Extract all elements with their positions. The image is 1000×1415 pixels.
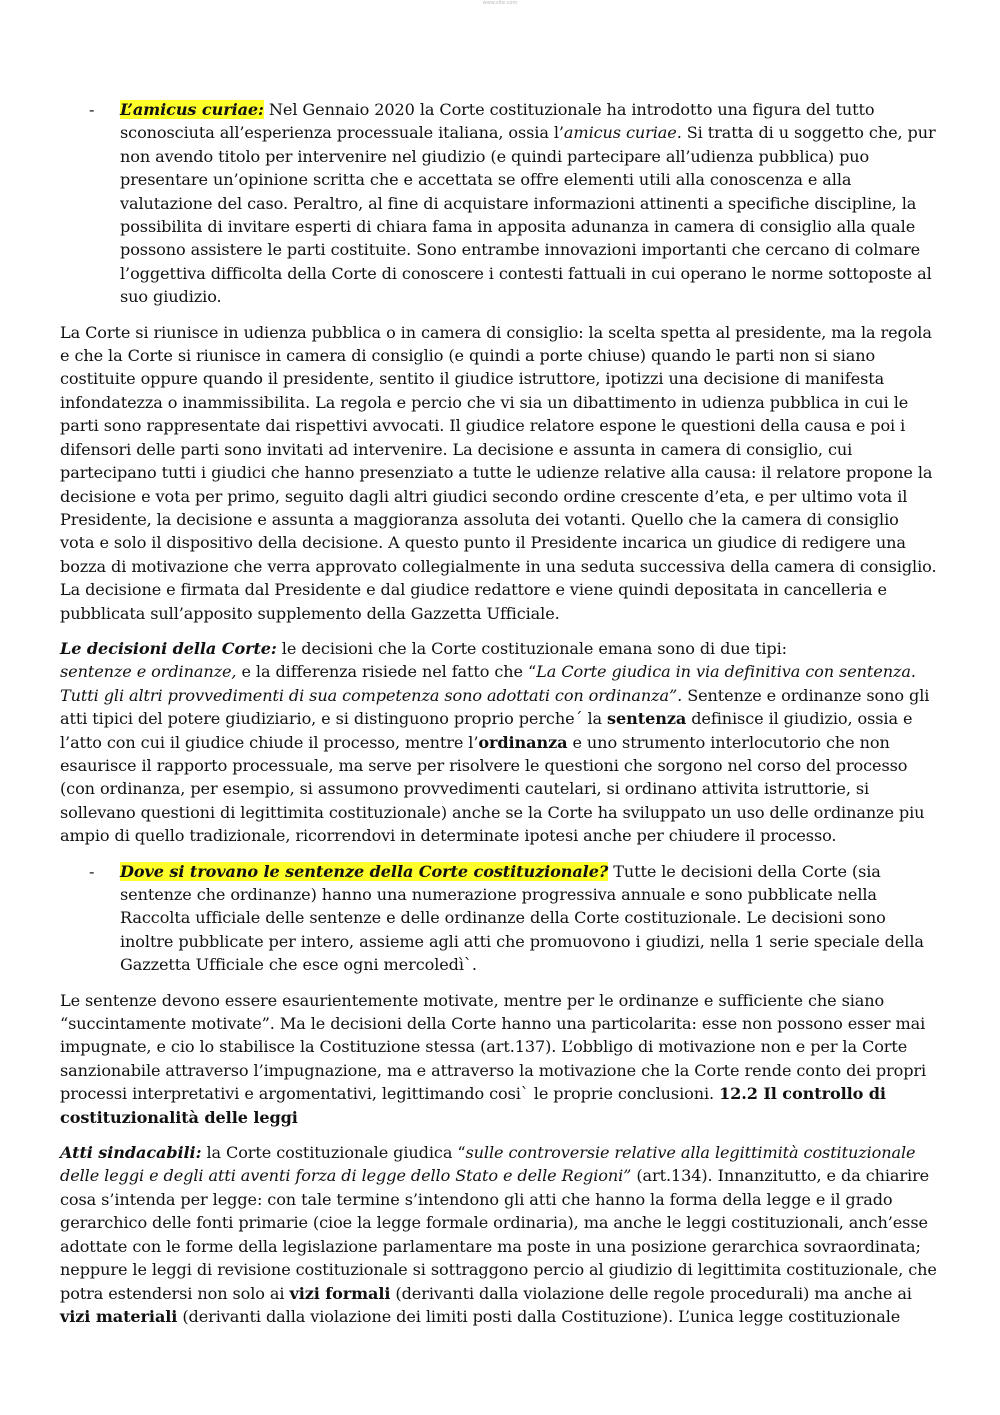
highlighted-heading: L’amicus curiae: [120, 100, 264, 119]
bullet-dash: - [89, 100, 95, 119]
section-heading: Atti sindacabili: [60, 1143, 202, 1163]
header-watermark: www.site.com [482, 0, 518, 6]
highlighted-heading: Dove si trovano le sentenze della Corte costituzionale? [120, 861, 609, 881]
paragraph: Dove si trovano le sentenze della Corte costituzionale? Tutte le decisioni della Corte (sia sentenze che ordinanze) hanno una numerazione progressiva annuale e sono pubblicate nella Raccolta ufficiale delle sentenze e delle ordinanze della Corte costituzionale. Le decisioni sono inoltre pubblicate per intero, assieme agli atti che promuovono i giudizi, nella 1 serie speciale della Gazzetta Ufficiale che esce ogni mercoledì`. [120, 861, 924, 975]
bullet-amicus-curiae [60, 98, 938, 309]
section-heading: Le decisioni della Corte: [60, 638, 277, 658]
bullet-sentenze [60, 860, 938, 977]
paragraph-decisioni: Le decisioni della Corte: le decisioni che la Corte costituzionale emana sono di due tipi: sentenze e ordinanze, e la differenza risiede nel fatto che “La Corte giudica in via definitiva con sentenza. Tutti gli altri provvedimenti di sua competenza sono adottati con ordinanza”. Sentenze e ordinanze sono gli atti tipici del potere giudiziario, e si distinguono proprio perche´ la sentenza definisce il giudizio, ossia e l’atto con cui il giudice chiude il processo, mentre l’ordinanza e uno strumento interlocutorio che non esaurisce il rapporto processuale, ma serve per risolvere le questioni che sorgono nel corso del processo (con ordinanza, per esempio, si assumono provvedimenti cautelari, si ordinano attivita istruttorie, si sollevano questioni di legittimita costituzionale) anche se la Corte ha sviluppato un uso delle ordinanze piu ampio di quello tradizionale, ricorrendovi in determinate ipotesi anche per chiudere il processo. [60, 638, 930, 846]
paragraph-udienza: La Corte si riunisce in udienza pubblica o in camera di consiglio: la scelta spetta al presidente, ma la regola e che la Corte si riunisce in camera di consiglio (e quindi a porte chiuse) quando le parti non si siano costituite oppure quando il presidente, sentito il giudice istruttore, ipotizzi una decisione di manifesta infondatezza o inammissibilita. La regola e percio che vi sia un dibattimento in udienza pubblica in cui le parti sono rappresentate dai rispettivi avvocati. Il giudice relatore espone le questioni della causa e poi i difensori delle parti sono invitati ad intervenire. La decisione e assunta in camera di consiglio, cui partecipano tutti i giudici che hanno presenziato a tutte le udienze relative alla causa: il relatore propone la decisione e vota per primo, seguito dagli altri giudici secondo ordine crescente d’eta, e per ultimo vota il Presidente, la decisione e assunta a maggioranza assoluta dei votanti. Quello che la camera di consiglio vota e solo il dispositivo della decisione. A questo punto il Presidente incarica un giudice di redigere una bozza di motivazione che verra approvato collegialmente in una seduta successiva della camera di consiglio. La decisione e firmata dal Presidente e dal giudice redattore e viene quindi depositata in cancelleria e pubblicata sull’apposito supplemento della Gazzetta Ufficiale. [60, 322, 937, 623]
paragraph-atti-sindacabili: Atti sindacabili: la Corte costituzionale giudica “sulle controversie relative alla legittimità costituzionale delle leggi e degli atti aventi forza di legge dello Stato e delle Regioni” (art.134). Innanzitutto, e da chiarire cosa s’intenda per legge: con tale termine s’intendono gli atti che hanno la forma della legge e il grado gerarchico delle fonti primarie (cioe la legge formale ordinaria), ma anche le leggi costituzionali, anch’esse adottate con le forme della legislazione parlamentare ma poste in una posizione gerarchica sovraordinata; neppure le leggi di revisione costituzionale si sottraggono percio al giudizio di legittimita costituzionale, che potra estendersi non solo ai vizi formali (derivanti dalla violazione delle regole procedurali) ma anche ai vizi materiali (derivanti dalla violazione dei limiti posti dalla Costituzione). L’unica legge costituzionale [60, 1143, 937, 1326]
section-title: 12.2 Il controllo di costituzionalità delle leggi [60, 1084, 886, 1127]
document-body [60, 98, 938, 1328]
bullet-dash: - [89, 861, 95, 881]
paragraph-motivazione: Le sentenze devono essere esaurientemente motivate, mentre per le ordinanze e sufficiente che siano “succintamente motivate”. Ma le decisioni della Corte hanno una particolarita: esse non possono esser mai impugnate, e cio lo stabilisce la Costituzione stessa (art.137). L’obbligo di motivazione non e per la Corte sanzionabile attraverso l’impugnazione, ma e attraverso la motivazione che la Corte rende conto dei propri processi interpretativi e argomentativi, legittimando cosi` le proprie conclusioni. 12.2 Il controllo di costituzionalità delle leggi [60, 990, 927, 1127]
paragraph: L’amicus curiae: Nel Gennaio 2020 la Corte costituzionale ha introdotto una figura del tutto sconosciuta all’esperienza processuale italiana, ossia l’amicus curiae. Si tratta di u soggetto che, pur non avendo titolo per intervenire nel giudizio (e quindi partecipare all’udienza pubblica) puo presentare un’opinione scritta che e accettata se offre elementi utili alla conoscenza e alla valutazione del caso. Peraltro, al fine di acquistare informazioni attinenti a specifiche discipline, la possibilita di invitare esperti di chiara fama in apposita adunanza in camera di consiglio alla quale possono assistere le parti costituite. Sono entrambe innovazioni importanti che cercano di colmare l’oggettiva difficolta della Corte di conoscere i contesti fattuali in cui operano le norme sottoposte al suo giudizio. [120, 100, 936, 307]
